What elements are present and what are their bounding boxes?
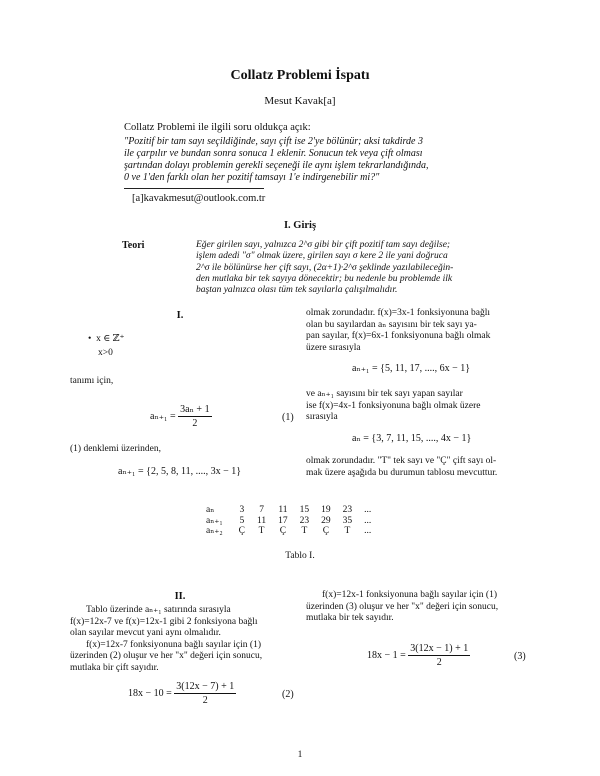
eq3-lhs: 18x − 1 = [367,649,406,661]
row-header: aₙ [206,505,215,515]
text-line: ve aₙ₊₁ sayısını bir tek sayı yapan sayılar [306,389,463,399]
bullet-item [88,334,125,346]
table-cell: ... [364,515,372,526]
author: Mesut Kavak[a] [264,95,336,107]
text-line: f(x)=12x-1 fonksiyonuna bağlı sayılar için (1) [322,590,497,600]
set-expression-1: aₙ₊₁ = {2, 5, 8, 11, ...., 3x − 1} [118,466,242,477]
theorem-line: den mutlaka bir tek sayıya dönecektir; bu nedenle bu problemde ilk [196,273,453,284]
paragraph-right-b [306,389,534,424]
equation-1 [150,404,212,429]
paragraph-right-c [306,456,534,479]
parity-table [206,505,377,537]
table-cell: 11 [257,515,267,526]
theorem-line: işlem adedi "σ" olmak üzere, girilen sayı σ kere 2 ile yani doğruca [196,251,448,262]
subsection-heading-2: II. [174,591,186,602]
text-line: üzerinden (3) oluşur ve her "x" değeri için sonucu, [306,601,499,612]
eq3-fraction [408,643,470,668]
paragraph-text: (1) denklemi üzerinden, [70,444,162,454]
text-line: mutlaka bir çift sayıdır. [70,662,159,673]
theorem-label: Teori [122,240,145,251]
paragraph-right-section2 [306,590,534,625]
table-row [206,526,377,537]
eq2-denominator: 2 [202,695,208,706]
text-line: üzere sırasıyla [306,342,361,353]
table-cell: 17 [278,515,288,526]
theorem-line: baştan yalnızca olası tüm tek sayılarla çalışılmalıdır. [196,285,398,296]
text-line: f(x)=12x-7 fonksiyonuna bağlı sayılar için (1) [86,639,261,650]
abstract [124,136,479,184]
condition: x>0 [98,348,113,358]
table-caption: Tablo I. [285,551,315,561]
subsection-heading-1: I. [176,310,184,321]
eq2-fraction [174,681,236,706]
theorem-line: 2^σ ile bölünürse her çift sayı, (2α+1)·2^σ şeklinde yazılabileceğin- [196,262,454,273]
abstract-line: şartından dolayı problemin gerekli seçeneği ile aynı işlem tekrarlandığında, [124,160,429,171]
text-line: olmak zorundadır. f(x)=3x-1 fonksiyonuna bağlı [306,308,490,318]
table-cell: 7 [259,505,264,515]
text-line: olmak zorundadır. "T" tek sayı ve "Ç" çift sayı ol- [306,456,497,466]
text-line: mak üzere aşağıda bu durumun tablosu mevcuttur. [306,467,498,478]
paragraph-text: tanımı için, [70,376,114,386]
section-heading-giris: I. Giriş [283,220,317,231]
eq1-lhs: aₙ₊₁ = [150,410,176,422]
table-cell: 5 [239,515,245,526]
row-header: aₙ₊₁ [206,515,223,526]
author-email: [a]kavakmesut@outlook.com.tr [132,193,266,204]
set-expression-2: aₙ₊₁ = {5, 11, 17, ...., 6x − 1} [352,363,471,374]
footnote-rule [124,188,264,189]
text-line: sırasıyla [306,412,338,422]
row-header: aₙ₊₂ [206,526,223,536]
table-cell: T [301,526,308,536]
theorem-text [196,240,480,296]
abstract-intro: Collatz Problemi ile ilgili soru oldukça açık: [124,122,311,133]
table-cell: 15 [299,505,310,515]
set-membership: x ∈ ℤ⁺ [96,334,125,344]
eq1-fraction [178,404,211,429]
abstract-line: 0 ve 1'den farklı olan her pozitif tamsayı 1'e indirgenebilir mi?" [124,172,380,183]
equation-3 [367,643,470,668]
equation-number-2: (2) [282,689,294,700]
table-cell: Ç [279,526,287,536]
eq2-numerator: 3(12x − 7) + 1 [176,681,235,692]
equation-number-1: (1) [282,412,294,423]
eq3-denominator: 2 [436,657,442,668]
text-line: pan sayılar, f(x)=6x-1 fonksiyonuna bağlı olmak [306,331,491,341]
paragraph-right-a [306,308,534,354]
eq1-numerator: 3aₙ + 1 [180,404,210,415]
table-cell: 23 [342,505,353,515]
text-line: Tablo üzerinde aₙ₊₁ satırında sırasıyla [86,605,231,615]
text-line: olan sayılar mevcut yani aynı olmalıdır. [70,628,221,638]
text-line: ise f(x)=4x-1 fonksiyonuna bağlı olmak üzere [306,400,481,411]
table-row [206,516,377,527]
bullet-dot: • [88,334,97,344]
table-cell: 3 [239,505,245,515]
paragraph-left-section2 [70,605,298,674]
table-cell: 11 [278,505,288,515]
text-line: f(x)=12x-7 ve f(x)=12x-1 gibi 2 fonksiyona bağlı [70,616,258,627]
abstract-line: ile çarpılır ve bundan sonra sonuca 1 eklenir. Sonucun tek veya çift olması [124,148,423,159]
abstract-line: "Pozitif bir tam sayı seçildiğinde, sayı çift ise 2'ye bölünür; aksi takdirde 3 [124,136,423,147]
table-cell: T [258,526,265,536]
text-line: üzerinden (2) oluşur ve her "x" değeri için sonucu, [70,651,263,661]
table-cell: Ç [238,526,245,536]
eq1-denominator: 2 [192,418,198,429]
table-cell: 29 [321,515,331,526]
table-cell: T [344,526,351,536]
table-cell: ... [364,526,372,536]
text-line: olan bu sayılardan aₙ sayısını bir tek sayı ya- [306,319,477,330]
theorem-line: Eğer girilen sayı, yalnızca 2^σ gibi bir çift pozitif tam sayı değilse; [196,240,451,250]
table-cell: ... [364,505,372,515]
set-expression-3: aₙ = {3, 7, 11, 15, ...., 4x − 1} [352,433,472,444]
eq2-lhs: 18x − 10 = [128,687,172,699]
paper-title: Collatz Problemi İspatı [230,68,370,83]
eq3-numerator: 3(12x − 1) + 1 [410,643,469,654]
table-cell: 23 [299,515,310,526]
equation-number-3: (3) [514,651,526,662]
page-number: 1 [297,750,303,760]
table-cell: Ç [322,526,330,536]
table-row [206,505,377,516]
table-cell: 19 [321,505,331,515]
text-line: mutlaka bir tek sayıdır. [306,613,394,623]
table-cell: 35 [342,515,353,526]
equation-2 [128,681,236,706]
